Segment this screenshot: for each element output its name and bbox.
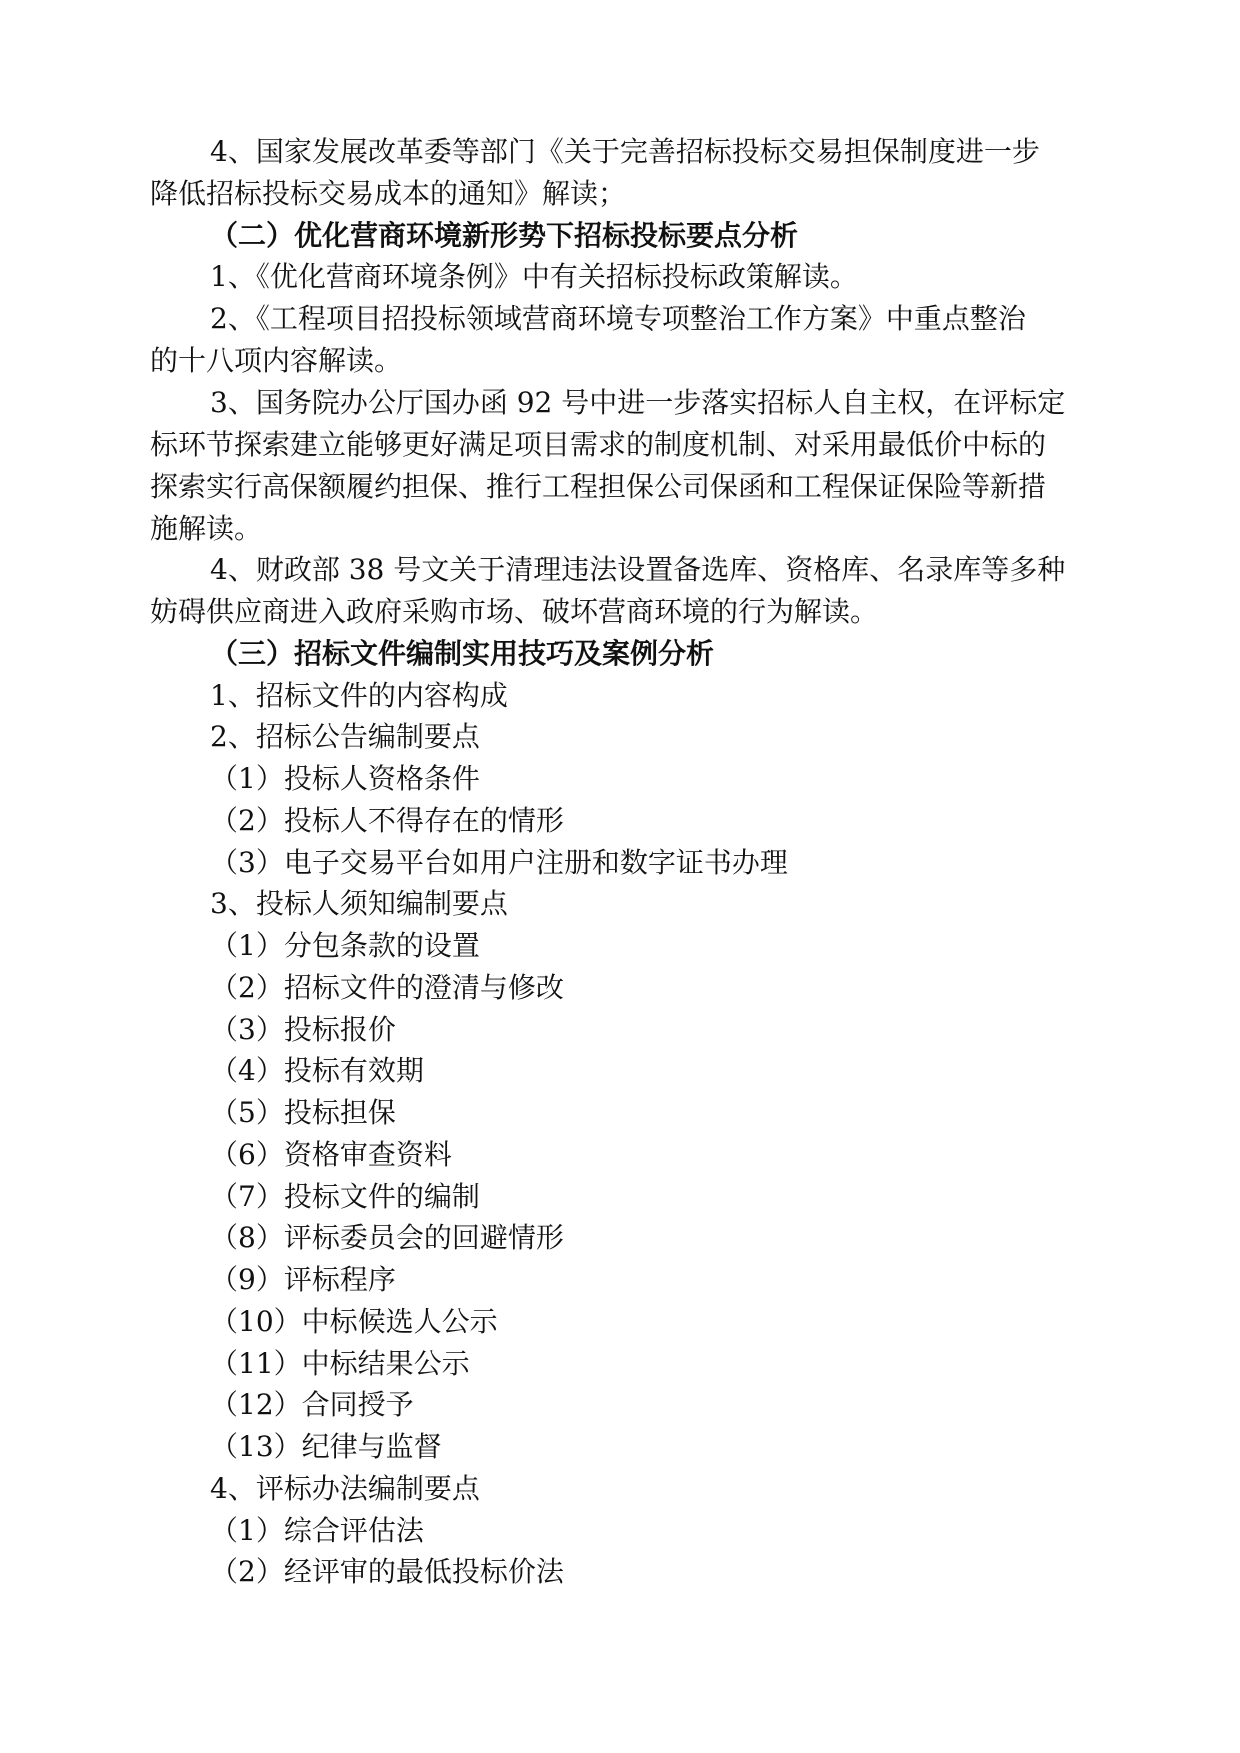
paragraph-line: 的十八项内容解读。 (150, 344, 403, 377)
list-item: （13）纪律与监督 (210, 1430, 442, 1463)
list-item: （11）中标结果公示 (210, 1347, 470, 1380)
list-item: （9）评标程序 (210, 1263, 396, 1296)
list-item: （4）投标有效期 (210, 1054, 424, 1087)
paragraph-line: 2、《工程项目招投标领域营商环境专项整治工作方案》中重点整治 (210, 302, 1026, 335)
list-item: （3）投标报价 (210, 1013, 396, 1046)
paragraph-line: 妨碍供应商进入政府采购市场、破坏营商环境的行为解读。 (150, 595, 879, 628)
paragraph-line: 标环节探索建立能够更好满足项目需求的制度机制、对采用最低价中标的 (150, 428, 1047, 461)
list-item: （10）中标候选人公示 (210, 1305, 498, 1338)
paragraph-line: 4、财政部 38 号文关于清理违法设置备选库、资格库、名录库等多种 (210, 553, 1066, 586)
list-item: （6）资格审查资料 (210, 1138, 452, 1171)
paragraph-line: 探索实行高保额履约担保、推行工程担保公司保函和工程保证保险等新措 (150, 470, 1047, 503)
list-item: （2）经评审的最低投标价法 (210, 1555, 564, 1588)
paragraph-line: 3、国务院办公厅国办函 92 号中进一步落实招标人自主权，在评标定 (210, 386, 1066, 419)
paragraph-line: 降低招标投标交易成本的通知》解读； (150, 177, 627, 210)
list-item: （2）招标文件的澄清与修改 (210, 971, 564, 1004)
paragraph-line: 施解读。 (150, 512, 263, 545)
paragraph-line: 1、《优化营商环境条例》中有关招标投标政策解读。 (210, 260, 858, 293)
paragraph-line: 4、国家发展改革委等部门《关于完善招标投标交易担保制度进一步 (210, 135, 1040, 168)
list-item: 4、评标办法编制要点 (210, 1472, 480, 1505)
section-heading: （二）优化营商环境新形势下招标投标要点分析 (210, 219, 799, 252)
list-item: （2）投标人不得存在的情形 (210, 804, 564, 837)
list-item: （8）评标委员会的回避情形 (210, 1221, 564, 1254)
list-item: 1、招标文件的内容构成 (210, 679, 508, 712)
section-heading: （三）招标文件编制实用技巧及案例分析 (210, 637, 715, 670)
list-item: （1）分包条款的设置 (210, 929, 480, 962)
list-item: （7）投标文件的编制 (210, 1180, 480, 1213)
list-item: （3）电子交易平台如用户注册和数字证书办理 (210, 846, 788, 879)
list-item: （1）综合评估法 (210, 1514, 424, 1547)
list-item: （1）投标人资格条件 (210, 762, 480, 795)
list-item: （12）合同授予 (210, 1388, 414, 1421)
list-item: 2、招标公告编制要点 (210, 720, 480, 753)
list-item: 3、投标人须知编制要点 (210, 887, 508, 920)
list-item: （5）投标担保 (210, 1096, 396, 1129)
